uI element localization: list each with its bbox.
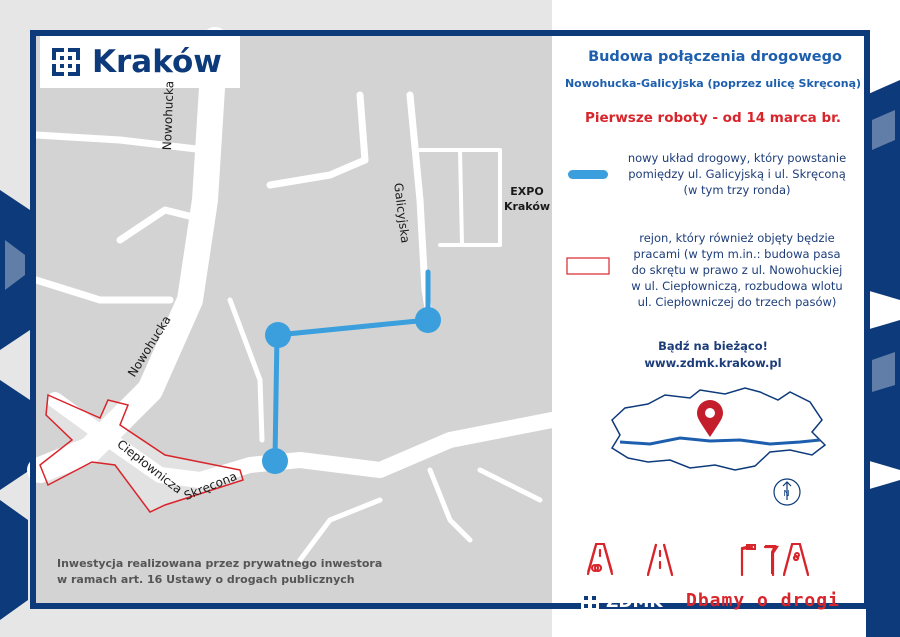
panel-title: Budowa połączenia drogowego: [588, 49, 842, 65]
stay-updated-text: Bądź na bieżąco!: [658, 339, 768, 353]
legend-item-work-zone: [612, 230, 862, 310]
road-label-skrecona: Skręcona: [182, 469, 239, 503]
krakow-logo: [40, 36, 240, 88]
road-label-nowohucka-top: Nowohucka: [160, 80, 177, 151]
legend-line: (w tym trzy ronda): [683, 183, 791, 197]
road-label-galicyjska: Galicyjska: [391, 182, 413, 244]
zdmk-logo: [580, 592, 663, 612]
footer-slogan: Dbamy o drogi: [686, 590, 840, 611]
decorative-pattern-right: [866, 80, 900, 637]
compass-n-text: N: [783, 489, 790, 498]
road-label-nowohucka-bottom: Nowohucka: [125, 313, 174, 380]
road-label-cieplownicza: Ciepłownicza: [114, 437, 185, 497]
panel-headline: Pierwsze roboty - od 14 marca br.: [585, 110, 841, 126]
roundabout-1: [415, 307, 441, 333]
legend-blue-line-symbol: [568, 170, 608, 179]
compass-icon: [774, 479, 800, 505]
legend-line: ul. Ciepłowniczej do trzech pasów): [637, 295, 837, 309]
brand-name: Kraków: [92, 44, 222, 80]
footnote-line1: Inwestycja realizowana przez prywatnego inwestora: [57, 557, 383, 570]
krakow-logo-icon: [50, 46, 82, 78]
map-area: [36, 36, 552, 606]
stay-updated: [558, 338, 868, 372]
zdmk-name: ZDMK: [606, 592, 663, 612]
panel-subtitle: Nowohucka-Galicyjska (poprzez ulicę Skręconą): [564, 77, 862, 90]
roundabout-2: [265, 322, 291, 348]
website-link[interactable]: www.zdmk.krakow.pl: [644, 356, 782, 370]
legend-line: do skrętu w prawo z ul. Nowohuckiej: [631, 263, 843, 277]
place-label-expo-line2: Kraków: [503, 200, 551, 213]
zdmk-logo-icon: [580, 592, 600, 612]
decorative-pattern-left: [0, 190, 30, 620]
legend-line: pomiędzy ul. Galicyjską i ul. Skręconą: [628, 167, 846, 181]
roundabout-3: [262, 448, 288, 474]
legend-item-new-road: [612, 150, 862, 198]
investment-footnote: [57, 556, 382, 588]
footnote-line2: w ramach art. 16 Ustawy o drogach publicznych: [57, 573, 355, 586]
place-label-expo-line1: EXPO: [510, 185, 544, 198]
legend-line: pracami (w tym m.in.: budowa pasa: [633, 247, 841, 261]
legend-line: w ul. Ciepłowniczą, rozbudowa wlotu: [631, 279, 843, 293]
legend-line: rejon, który również objęty będzie: [639, 231, 835, 245]
legend-line: nowy układ drogowy, który powstanie: [627, 151, 847, 165]
place-label-expo: [497, 184, 557, 214]
